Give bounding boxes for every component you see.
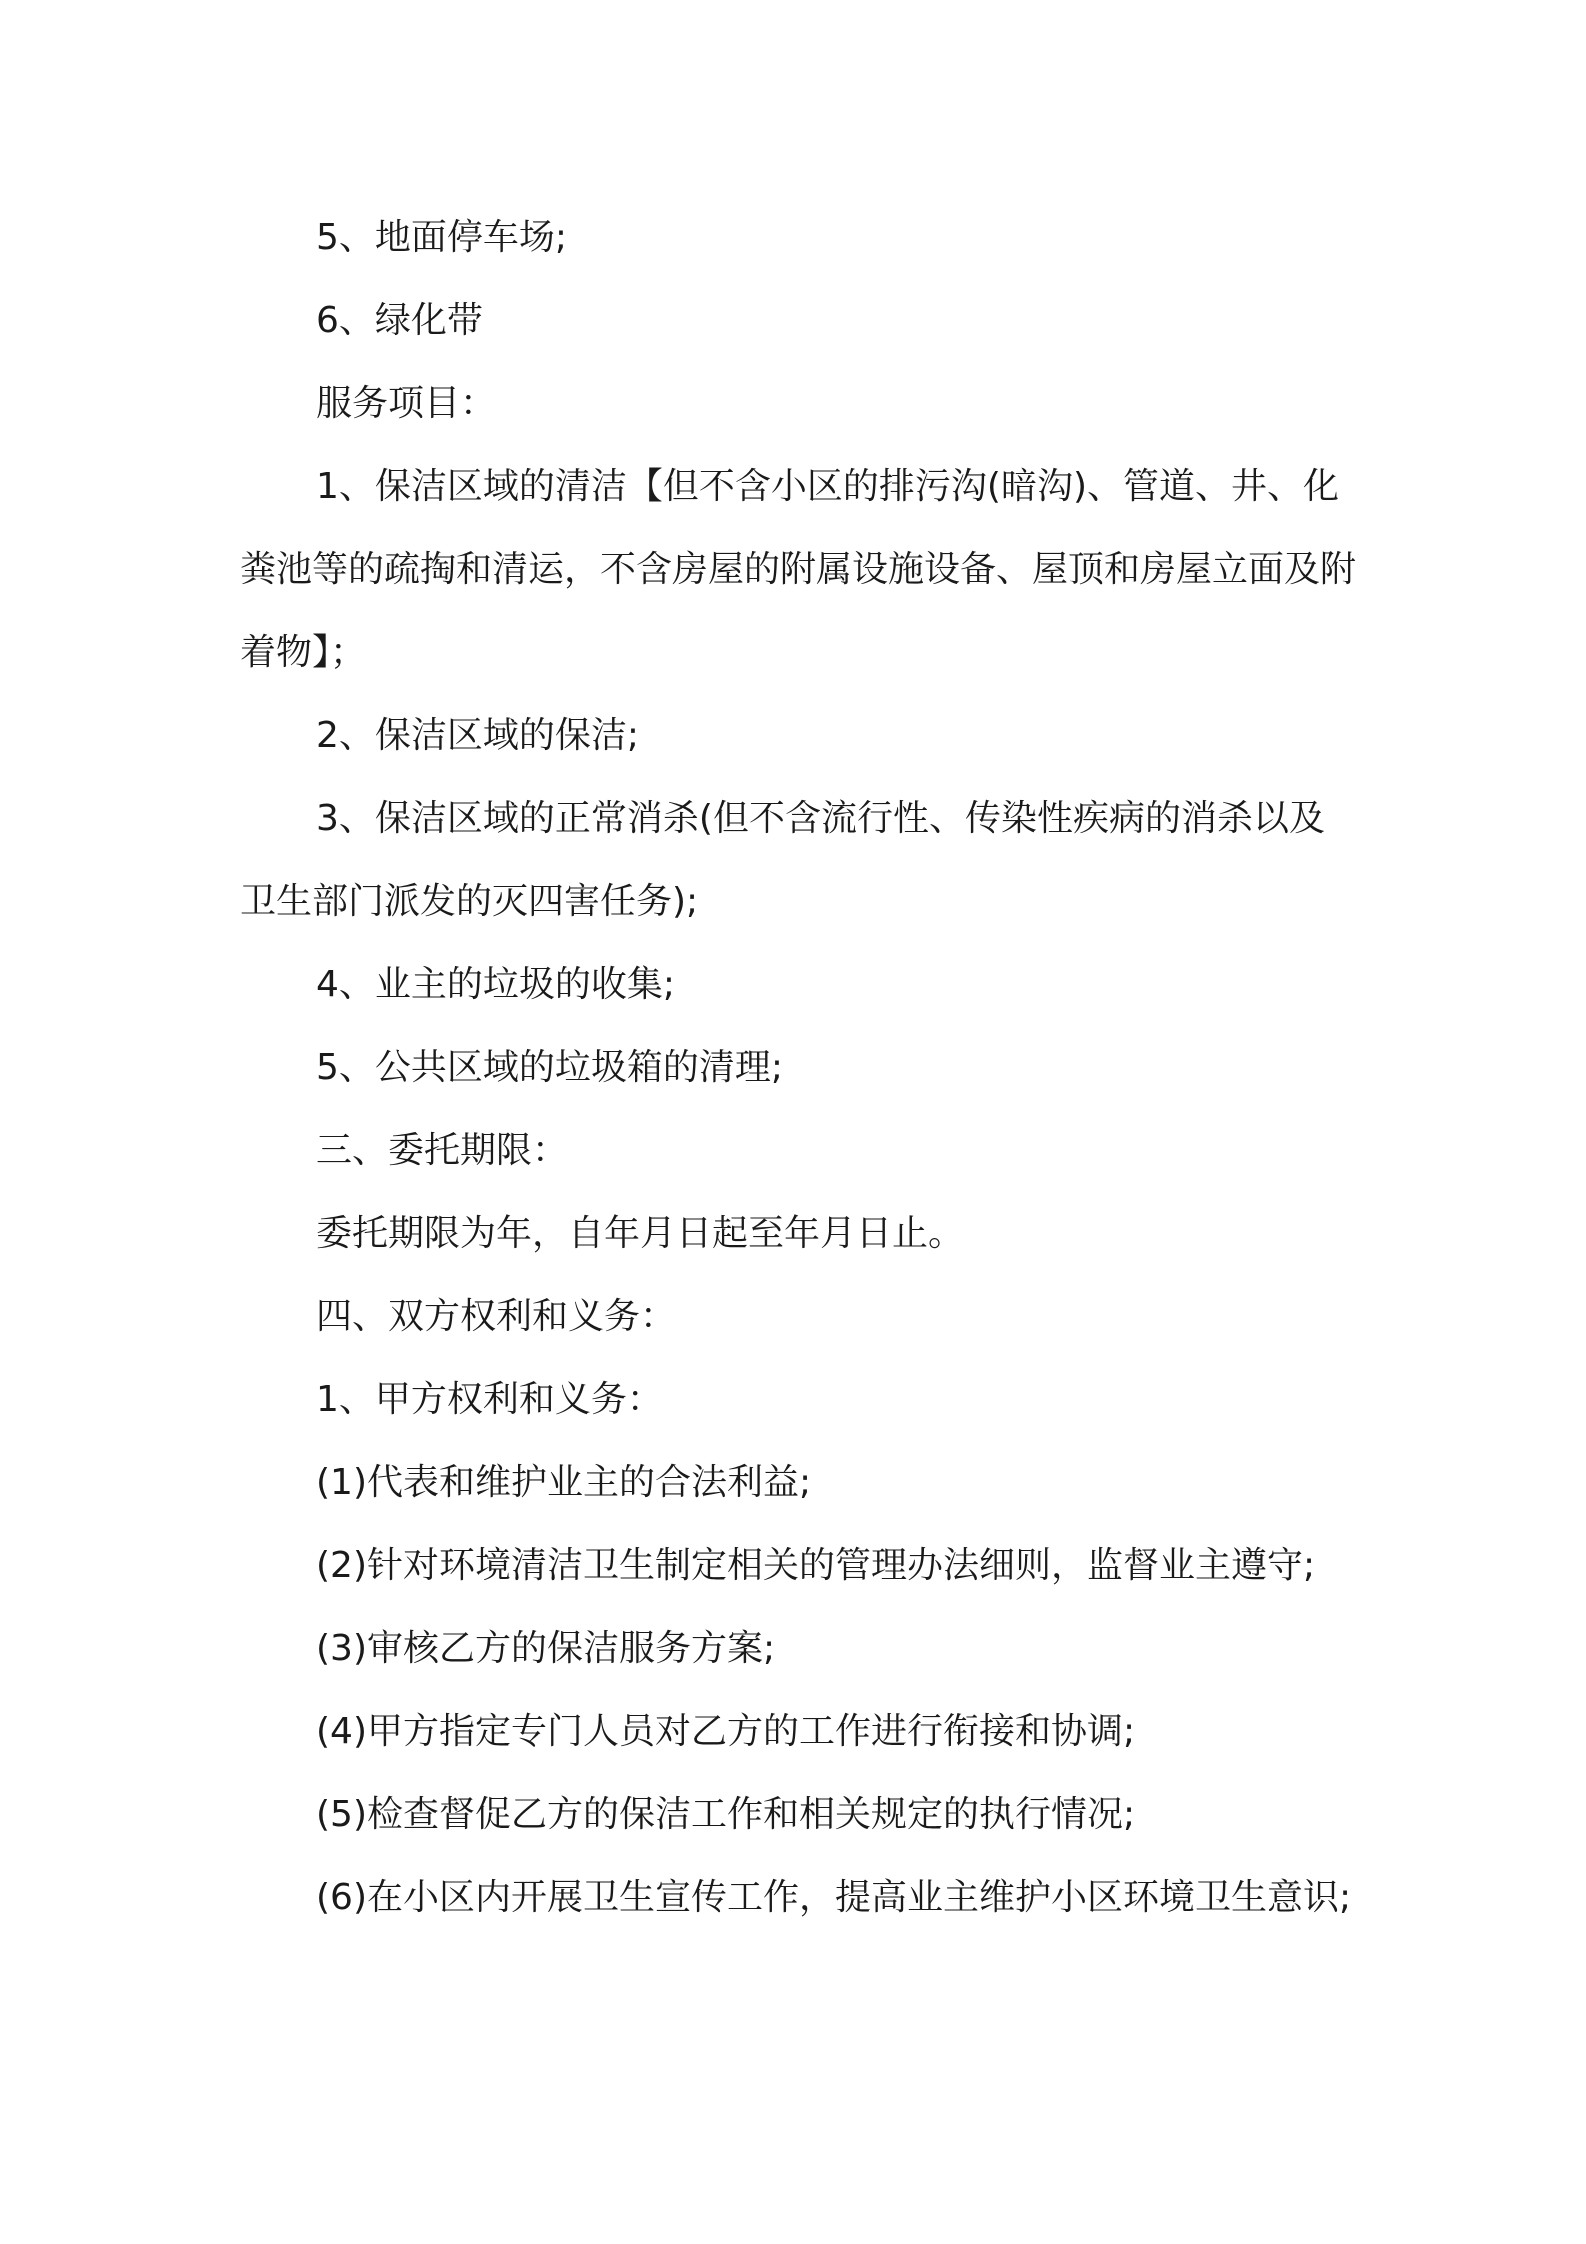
paragraph: 6、绿化带: [316, 300, 483, 341]
paragraph: 5、地面停车场;: [316, 217, 568, 258]
paragraph: 委托期限为年，自年月日起至年月日止。: [316, 1213, 965, 1254]
paragraph: (2)针对环境清洁卫生制定相关的管理办法细则，监督业主遵守;: [316, 1545, 1316, 1586]
paragraph: (5)检查督促乙方的保洁工作和相关规定的执行情况;: [316, 1794, 1136, 1835]
paragraph: (1)代表和维护业主的合法利益;: [316, 1462, 812, 1503]
paragraph: 1、保洁区域的清洁【但不含小区的排污沟(暗沟)、管道、井、化粪池等的疏掏和清运，不含房屋的附属设施设备、屋顶和房屋立面及附着物】；: [240, 466, 1357, 673]
paragraph: 5、公共区域的垃圾箱的清理;: [316, 1047, 784, 1088]
paragraph: (3)审核乙方的保洁服务方案;: [316, 1628, 776, 1669]
paragraph: 2、保洁区域的保洁;: [316, 715, 640, 756]
subsection-heading: 1、甲方权利和义务：: [316, 1379, 663, 1420]
paragraph: 3、保洁区域的正常消杀(但不含流行性、传染性疾病的消杀以及卫生部门派发的灭四害任务);: [240, 798, 1325, 922]
section-heading: 三、委托期限：: [316, 1130, 569, 1171]
paragraph: 4、业主的垃圾的收集;: [316, 964, 676, 1005]
section-heading: 四、双方权利和义务：: [316, 1296, 677, 1337]
paragraph: (6)在小区内开展卫生宣传工作，提高业主维护小区环境卫生意识;: [316, 1877, 1352, 1918]
paragraph: 服务项目：: [316, 383, 497, 424]
document-body: [240, 196, 1360, 1939]
paragraph: (4)甲方指定专门人员对乙方的工作进行衔接和协调;: [316, 1711, 1136, 1752]
